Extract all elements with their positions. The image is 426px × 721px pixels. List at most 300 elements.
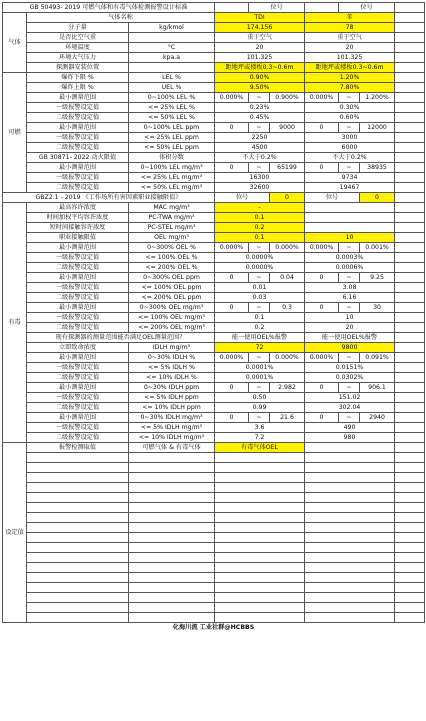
- gas2-range-sep: ~: [339, 273, 360, 283]
- pos-label-2: 位号: [339, 3, 395, 13]
- blank: [395, 393, 425, 403]
- empty-gas1: [215, 503, 305, 513]
- gas1-range-sep: ~: [249, 243, 270, 253]
- group-flammable: 可燃: [3, 73, 27, 193]
- gas2-range-max: 0.001%: [360, 243, 395, 253]
- empty-row: [3, 573, 425, 583]
- gas2-range-min: 0: [305, 123, 339, 133]
- gas1-range-sep: ~: [249, 93, 270, 103]
- gas2-range-max: 0.091%: [360, 353, 395, 363]
- gas1-range-sep: ~: [249, 123, 270, 133]
- gas2-range-max: 12000: [360, 123, 395, 133]
- blank: [395, 203, 425, 213]
- param-unit: <= 100% OEL %: [129, 253, 215, 263]
- blank: [395, 293, 425, 303]
- toxic-row: [3, 293, 425, 303]
- empty-label: [27, 603, 129, 613]
- gas2-value: 78: [305, 23, 395, 33]
- gas1-name: TDI: [215, 13, 305, 23]
- empty-gas1: [215, 523, 305, 533]
- blank: [395, 233, 425, 243]
- blank: [395, 113, 425, 123]
- gas1-range-min: 0.000%: [215, 243, 249, 253]
- empty-row: [3, 513, 425, 523]
- gas2-value: 151.02: [305, 393, 395, 403]
- toxic-row: [3, 253, 425, 263]
- blank: [395, 573, 425, 583]
- toxic-row: [3, 323, 425, 333]
- gas1-range-sep: ~: [249, 353, 270, 363]
- property-unit: kpa.a: [129, 53, 215, 63]
- gas2-range-sep: ~: [339, 123, 360, 133]
- empty-gas2: [305, 603, 395, 613]
- toxic-row: [3, 363, 425, 373]
- empty-gas1: [215, 573, 305, 583]
- param-label: 最小测量范围: [27, 243, 129, 253]
- empty-row: [3, 593, 425, 603]
- gas1-value: 101.325: [215, 53, 305, 63]
- empty-label: [27, 573, 129, 583]
- gas1-value: -: [215, 203, 305, 213]
- property-label: 分子量: [27, 23, 129, 33]
- param-label: 最小测量范围: [27, 273, 129, 283]
- empty-gas2: [305, 463, 395, 473]
- gas1-value: 174.156: [215, 23, 305, 33]
- blank: [395, 553, 425, 563]
- gas2-range-max: 2940: [360, 413, 395, 423]
- gas1-range-max: 65199: [270, 163, 305, 173]
- gas2-range-min: 0: [305, 163, 339, 173]
- limit-label: 爆炸下限 %: [27, 73, 129, 83]
- gas2-value: 距地坪或楼板0.3~0.6m: [305, 63, 395, 73]
- empty-label: [27, 553, 129, 563]
- gas2-value: 9800: [305, 343, 395, 353]
- empty-gas2: [305, 573, 395, 583]
- blank: [395, 83, 425, 93]
- gas1-range-sep: ~: [249, 303, 270, 313]
- param-unit: 0~300% OEL mg/m³: [129, 303, 215, 313]
- flammable-row: [3, 93, 425, 103]
- property-unit: [129, 33, 215, 43]
- param-unit: 0~30% IDLH ppm: [129, 383, 215, 393]
- gas1-range-min: 0.000%: [215, 353, 249, 363]
- empty-row: [3, 463, 425, 473]
- empty-gas2: [305, 523, 395, 533]
- standard-title: GB 50493- 2019 可燃气体和有毒气体检测报警设计标准: [3, 3, 215, 13]
- gas2-answer: 能一使用OEL%报警: [305, 333, 395, 343]
- flammable-row: [3, 183, 425, 193]
- param-label: 一级报警设定值: [27, 313, 129, 323]
- param-label: 最高容许浓度: [27, 203, 129, 213]
- param-unit: <= 5% IDLH mg/m³: [129, 423, 215, 433]
- gas2-value: 3000: [305, 133, 395, 143]
- blank: [395, 263, 425, 273]
- param-label: 最小测量范围: [27, 303, 129, 313]
- param-label: 一级报警设定值: [27, 363, 129, 373]
- blank: [395, 93, 425, 103]
- blank: [395, 503, 425, 513]
- blank: [395, 593, 425, 603]
- param-unit: 0~300% OEL %: [129, 243, 215, 253]
- blank: [395, 603, 425, 613]
- gas1-limit: 0.90%: [215, 73, 305, 83]
- blank: [395, 213, 425, 223]
- empty-unit: [129, 573, 215, 583]
- empty-unit: [129, 473, 215, 483]
- gas1-range-max: 2.982: [270, 383, 305, 393]
- gas2-value: [305, 213, 395, 223]
- param-unit: <= 10% IDLH ppm: [129, 403, 215, 413]
- gas-detection-sheet: [2, 2, 425, 632]
- gas1-value: 重于空气: [215, 33, 305, 43]
- property-row: [3, 53, 425, 63]
- empty-gas2: [305, 513, 395, 523]
- gas2-range-min: 0.000%: [305, 93, 339, 103]
- empty-label: [27, 533, 129, 543]
- empty-unit: [129, 463, 215, 473]
- property-label: 环境温度: [27, 43, 129, 53]
- gas2-range-min: 0.000%: [305, 353, 339, 363]
- toxic-row: [3, 333, 425, 343]
- group-gas: 气体: [3, 13, 27, 73]
- param-label: 二级报警设定值: [27, 263, 129, 273]
- blank: [395, 253, 425, 263]
- param-unit: <= 25% LEL ppm: [129, 133, 215, 143]
- gas1-value: 0.01: [215, 283, 305, 293]
- gas2-range-min: 0: [305, 273, 339, 283]
- empty-gas1: [215, 533, 305, 543]
- param-unit: <= 25% LEL mg/m³: [129, 173, 215, 183]
- gas2-value: 不大于0.2%: [305, 153, 395, 163]
- param-label: 二级报警设定值: [27, 403, 129, 413]
- gas2-range-max: 30: [360, 303, 395, 313]
- blank: [395, 403, 425, 413]
- blank: [395, 63, 425, 73]
- empty-gas2: [305, 473, 395, 483]
- blank: [395, 353, 425, 363]
- blank: [395, 183, 425, 193]
- toxic-row: [3, 403, 425, 413]
- gas2-range-sep: ~: [339, 243, 360, 253]
- param-unit: 体积分数: [129, 153, 215, 163]
- param-label: 二级报警设定值: [27, 113, 129, 123]
- param-unit: 0~100% LEL %: [129, 93, 215, 103]
- empty-unit: [129, 513, 215, 523]
- gas1-answer: 能一使用OEL%报警: [215, 333, 305, 343]
- gas2-value: 20: [305, 43, 395, 53]
- title2-row: [3, 193, 425, 203]
- empty-gas2: [305, 613, 395, 623]
- title-gap: [215, 3, 249, 13]
- gas2-value: 3.08: [305, 283, 395, 293]
- gas2-range-min: 0.000%: [305, 243, 339, 253]
- empty-gas2: [305, 583, 395, 593]
- empty-gas1: [215, 513, 305, 523]
- blank: [395, 73, 425, 83]
- param-unit: <= 50% LEL mg/m³: [129, 183, 215, 193]
- property-row: [3, 33, 425, 43]
- gas2-range-sep: ~: [339, 413, 360, 423]
- param-unit: 0~100% LEL mg/m³: [129, 163, 215, 173]
- gas2-value: 0.30%: [305, 103, 395, 113]
- blank: [395, 273, 425, 283]
- gas1-value: 32600: [215, 183, 305, 193]
- param-unit: 0~100% LEL ppm: [129, 123, 215, 133]
- empty-unit: [129, 613, 215, 623]
- gas1-value: 4500: [215, 143, 305, 153]
- setting-unit: 可燃气体 & 有毒气体: [129, 443, 215, 453]
- gas1-value: 0.0001%: [215, 373, 305, 383]
- blank: [395, 383, 425, 393]
- empty-row: [3, 453, 425, 463]
- blank: [395, 493, 425, 503]
- flammable-row: [3, 143, 425, 153]
- pos-label-4: 位号: [305, 193, 360, 203]
- gas1-range-sep: ~: [249, 163, 270, 173]
- param-label: 一级报警设定值: [27, 173, 129, 183]
- blank: [395, 153, 425, 163]
- flammable-row: [3, 163, 425, 173]
- empty-unit: [129, 493, 215, 503]
- blank: [395, 453, 425, 463]
- gas1-value: 72: [215, 343, 305, 353]
- param-unit: PC-STEL mg/m³: [129, 223, 215, 233]
- gas1-range-sep: ~: [249, 383, 270, 393]
- gas1-value: 3.6: [215, 423, 305, 433]
- gbz-gas1: 0: [270, 193, 305, 203]
- empty-unit: [129, 523, 215, 533]
- setting-gas2: [305, 443, 395, 453]
- gas2-range-min: 0: [305, 413, 339, 423]
- gas1-value: 7.2: [215, 433, 305, 443]
- blank: [395, 473, 425, 483]
- empty-gas2: [305, 533, 395, 543]
- question-label: 现有探测器的测量范围能否满足OEL测量范围？: [27, 333, 215, 343]
- empty-label: [27, 473, 129, 483]
- gbz-gas2: 0: [360, 193, 395, 203]
- gas1-range-min: 0: [215, 273, 249, 283]
- empty-gas2: [305, 543, 395, 553]
- blank: [395, 13, 425, 23]
- blank: [395, 103, 425, 113]
- empty-label: [27, 613, 129, 623]
- param-label: 立即致命浓度: [27, 343, 129, 353]
- param-unit: <= 200% OEL ppm: [129, 293, 215, 303]
- gas1-value: 0.2: [215, 323, 305, 333]
- gas1-range-max: 0.000%: [270, 243, 305, 253]
- empty-label: [27, 593, 129, 603]
- property-label: 是否比空气重: [27, 33, 129, 43]
- title-row: [3, 3, 425, 13]
- param-label: 二级报警设定值: [27, 433, 129, 443]
- toxic-row: [3, 233, 425, 243]
- gas2-value: 0.60%: [305, 113, 395, 123]
- param-unit: <= 100% OEL mg/m³: [129, 313, 215, 323]
- gas2-value: 490: [305, 423, 395, 433]
- empty-gas1: [215, 583, 305, 593]
- param-unit: <= 200% OEL %: [129, 263, 215, 273]
- param-label: 最小测量范围: [27, 353, 129, 363]
- gbz-title: GBZ2.1 - 2019 《工作场所有害因素职业接触限值》: [3, 193, 215, 203]
- param-label: 职业接触限值: [27, 233, 129, 243]
- param-label: 二级报警设定值: [27, 293, 129, 303]
- blank: [395, 173, 425, 183]
- gas2-value: [305, 223, 395, 233]
- gas1-range-max: 0.3: [270, 303, 305, 313]
- toxic-row: [3, 203, 425, 213]
- gas1-range-min: 0.000%: [215, 93, 249, 103]
- blank: [395, 443, 425, 453]
- empty-gas2: [305, 453, 395, 463]
- gas1-value: 0.50: [215, 393, 305, 403]
- gas2-limit: 1.20%: [305, 73, 395, 83]
- param-unit: <= 5% IDLH ppm: [129, 393, 215, 403]
- blank: [395, 283, 425, 293]
- gas2-value: 0.0003%: [305, 253, 395, 263]
- flammable-row: [3, 113, 425, 123]
- property-label: 环境大气压力: [27, 53, 129, 63]
- gas1-range-max: 0.04: [270, 273, 305, 283]
- gas2-value: 101.325: [305, 53, 395, 63]
- empty-unit: [129, 543, 215, 553]
- watermark-row: [3, 623, 425, 633]
- toxic-row: [3, 283, 425, 293]
- empty-label: [27, 543, 129, 553]
- gas-name-row: [3, 13, 425, 23]
- empty-unit: [129, 603, 215, 613]
- blank: [395, 303, 425, 313]
- gas1-value: 0.0000%: [215, 253, 305, 263]
- param-unit: <= 200% OEL mg/m³: [129, 323, 215, 333]
- blank: [395, 313, 425, 323]
- empty-label: [27, 493, 129, 503]
- param-unit: PC-TWA mg/m³: [129, 213, 215, 223]
- blank: [395, 123, 425, 133]
- pos-value-2: [395, 3, 425, 13]
- param-label: 一级报警设定值: [27, 283, 129, 293]
- empty-row: [3, 483, 425, 493]
- blank: [395, 413, 425, 423]
- gas1-range-sep: ~: [249, 413, 270, 423]
- toxic-row: [3, 223, 425, 233]
- param-unit: <= 25% LEL %: [129, 103, 215, 113]
- gas2-value: 0.0302%: [305, 373, 395, 383]
- param-label: 最小测量范围: [27, 413, 129, 423]
- empty-gas1: [215, 483, 305, 493]
- gas-name-label: 气体名称: [27, 13, 215, 23]
- pos-value-1: [305, 3, 339, 13]
- param-label: 最小测量范围: [27, 123, 129, 133]
- gas2-value: 10: [305, 233, 395, 243]
- gas1-range-min: 0: [215, 383, 249, 393]
- empty-label: [27, 583, 129, 593]
- gas1-value: 不大于0.2%: [215, 153, 305, 163]
- blank: [395, 333, 425, 343]
- blank: [395, 133, 425, 143]
- watermark: 化海川流 工业社群@HCBBS: [172, 623, 255, 631]
- flammable-row: [3, 153, 425, 163]
- property-row: [3, 43, 425, 53]
- gas1-range-max: 0.000%: [270, 353, 305, 363]
- gas1-value: 0.45%: [215, 113, 305, 123]
- empty-unit: [129, 503, 215, 513]
- gas1-value: 0.03: [215, 293, 305, 303]
- empty-label: [27, 513, 129, 523]
- toxic-row: [3, 243, 425, 253]
- gas1-range-max: 9000: [270, 123, 305, 133]
- param-unit: <= 50% LEL %: [129, 113, 215, 123]
- empty-label: [27, 453, 129, 463]
- gas1-value: 2250: [215, 133, 305, 143]
- gas1-range-sep: ~: [249, 273, 270, 283]
- limit-label: 爆炸上限 %: [27, 83, 129, 93]
- empty-gas1: [215, 493, 305, 503]
- gas2-value: 重于空气: [305, 33, 395, 43]
- empty-label: [27, 523, 129, 533]
- blank: [395, 343, 425, 353]
- param-label: 二级报警设定值: [27, 373, 129, 383]
- gas1-value: 距地坪或楼板0.3~0.6m: [215, 63, 305, 73]
- blank: [395, 373, 425, 383]
- param-label: 二级报警设定值: [27, 143, 129, 153]
- flammable-row: [3, 103, 425, 113]
- blank: [395, 223, 425, 233]
- group-toxic: 有毒: [3, 203, 27, 443]
- toxic-row: [3, 343, 425, 353]
- gas1-value: 16300: [215, 173, 305, 183]
- blank: [395, 523, 425, 533]
- empty-label: [27, 563, 129, 573]
- gas1-range-min: 0: [215, 123, 249, 133]
- setting-label: 报警检测取值: [27, 443, 129, 453]
- gas1-value: 20: [215, 43, 305, 53]
- empty-row: [3, 543, 425, 553]
- empty-gas1: [215, 603, 305, 613]
- toxic-row: [3, 263, 425, 273]
- gas1-range-min: 0: [215, 163, 249, 173]
- empty-gas2: [305, 503, 395, 513]
- empty-row: [3, 533, 425, 543]
- gas2-value: [305, 203, 395, 213]
- group-setting: 设定值: [3, 443, 27, 623]
- gas2-value: 6000: [305, 143, 395, 153]
- empty-gas2: [305, 483, 395, 493]
- empty-gas1: [215, 473, 305, 483]
- blank: [395, 53, 425, 63]
- empty-gas1: [215, 563, 305, 573]
- empty-gas1: [215, 593, 305, 603]
- toxic-row: [3, 313, 425, 323]
- param-unit: OEL mg/m³: [129, 233, 215, 243]
- param-unit: <= 10% IDLH %: [129, 373, 215, 383]
- blank: [395, 363, 425, 373]
- setting-row: [3, 443, 425, 453]
- gas2-range-min: 0: [305, 303, 339, 313]
- toxic-row: [3, 303, 425, 313]
- gas2-range-sep: ~: [339, 353, 360, 363]
- gas2-range-sep: ~: [339, 163, 360, 173]
- empty-row: [3, 523, 425, 533]
- flammable-row: [3, 173, 425, 183]
- param-label: 最小测量范围: [27, 383, 129, 393]
- param-label: 时间加权平均容许浓度: [27, 213, 129, 223]
- blank: [395, 563, 425, 573]
- property-unit: °C: [129, 43, 215, 53]
- gas1-range-max: 0.900%: [270, 93, 305, 103]
- blank: [395, 23, 425, 33]
- gas1-value: 0.1: [215, 313, 305, 323]
- blank: [395, 423, 425, 433]
